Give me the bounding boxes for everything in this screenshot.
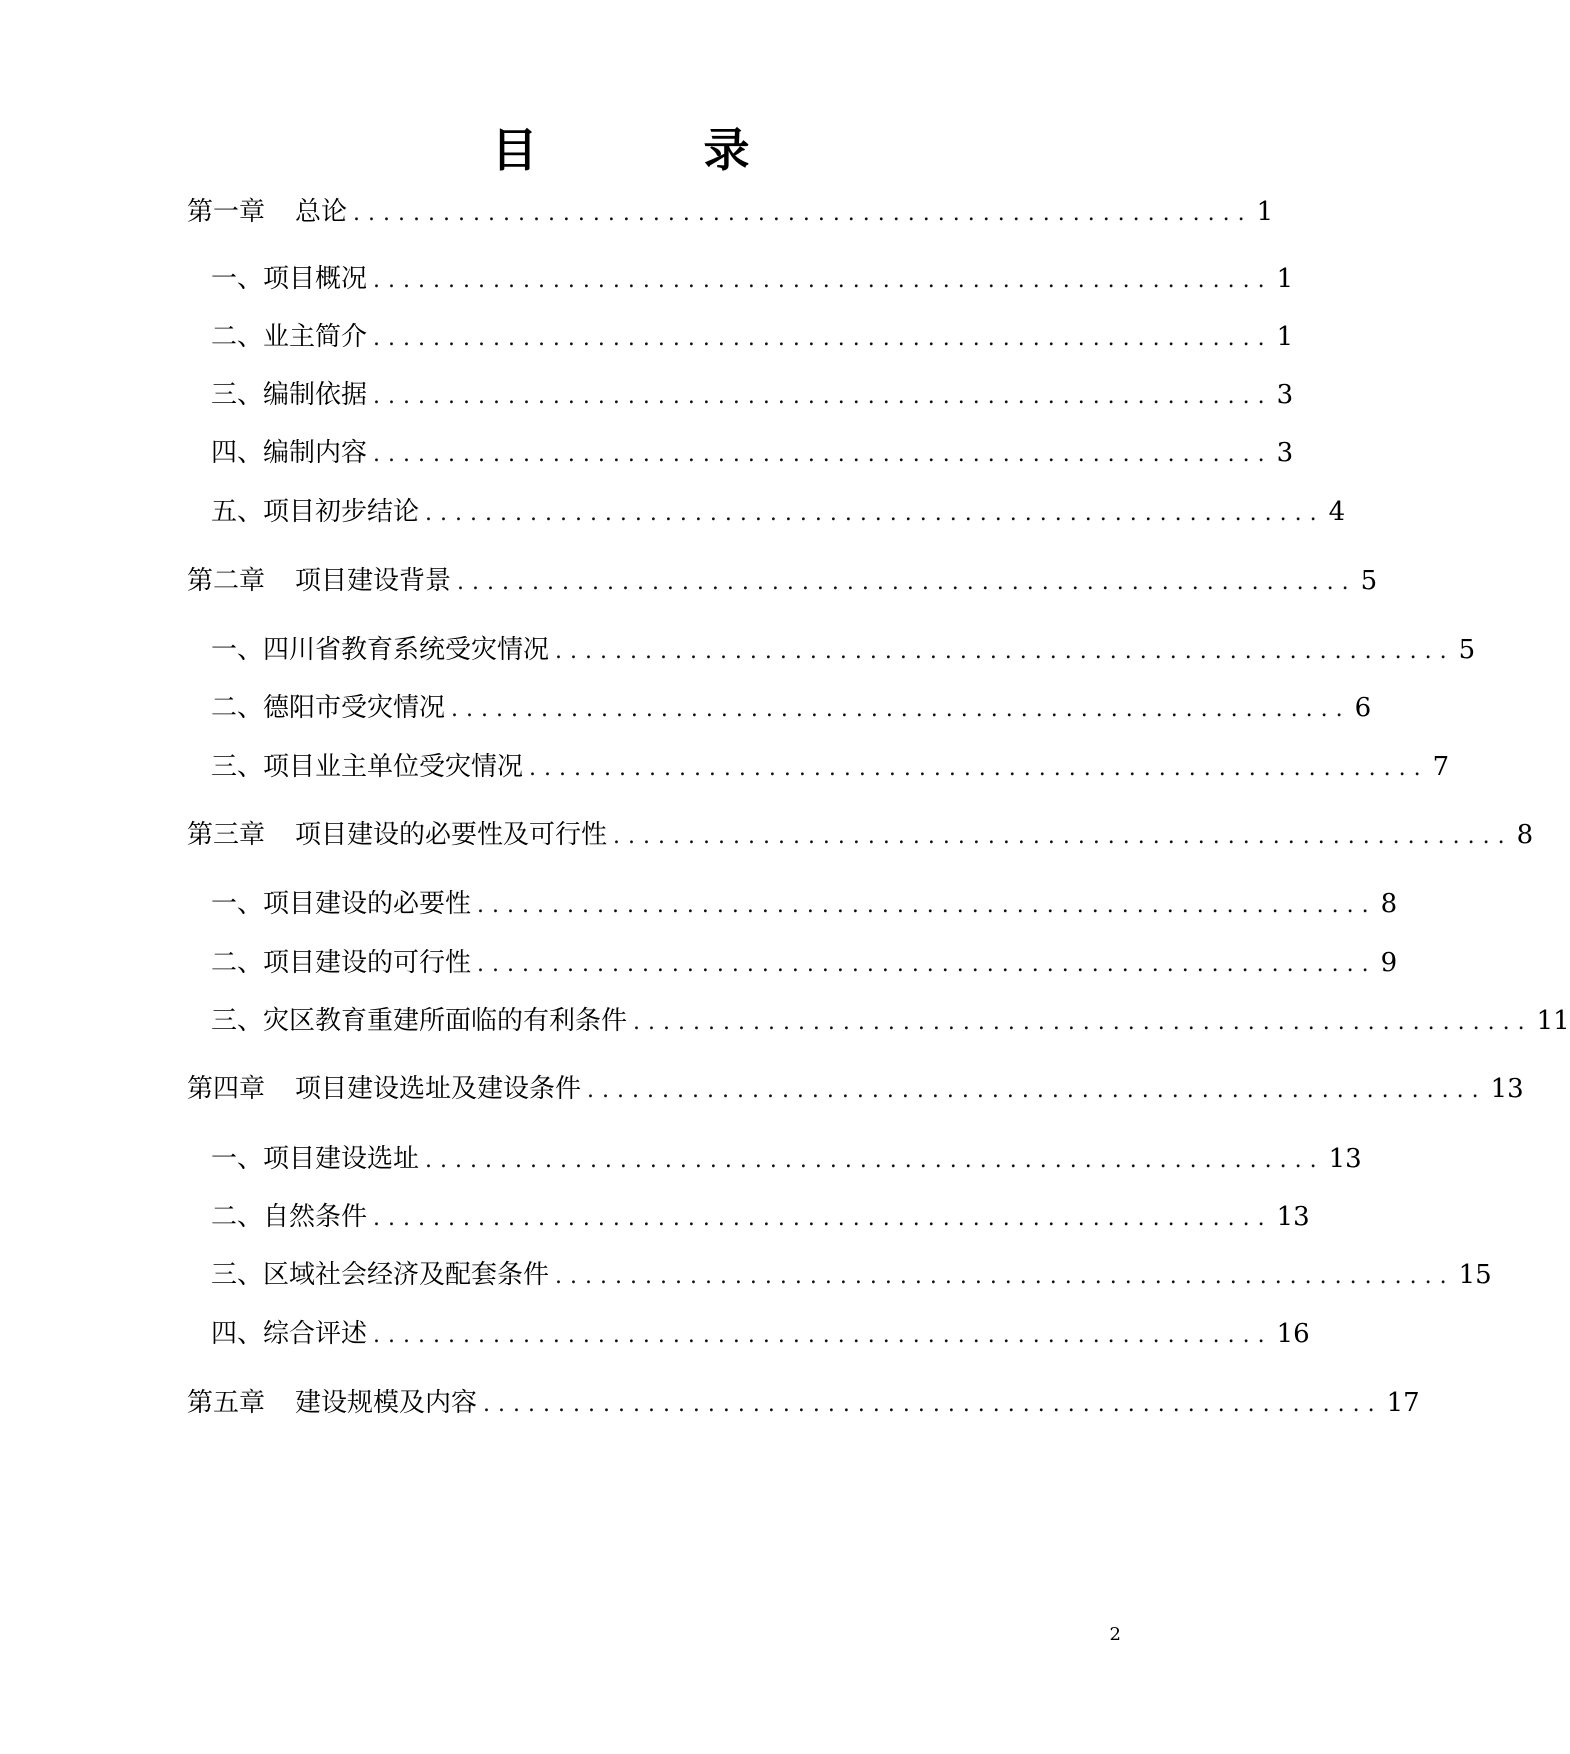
toc-page-number: 13 xyxy=(1276,1202,1310,1232)
toc-section[interactable] xyxy=(211,632,1476,670)
toc-section[interactable] xyxy=(211,886,1398,924)
toc-section[interactable] xyxy=(211,1199,1310,1237)
toc-entry-title: 二、德阳市受灾情况 xyxy=(211,693,446,723)
toc-page-number: 13 xyxy=(1490,1074,1524,1104)
toc-entry-title: 项目建设的必要性及可行性 xyxy=(295,820,608,850)
toc-section[interactable] xyxy=(211,1316,1310,1354)
toc-page-number: 8 xyxy=(1516,820,1534,850)
toc-entry-title: 三、区域社会经济及配套条件 xyxy=(211,1260,550,1290)
toc-page-number: 3 xyxy=(1276,380,1294,410)
toc-section[interactable] xyxy=(211,1257,1492,1295)
toc-section[interactable] xyxy=(211,690,1372,728)
toc-entry-title: 一、项目建设选址 xyxy=(211,1144,420,1174)
toc-page-number: 8 xyxy=(1380,889,1398,919)
toc-leader-dots: ............................................................ xyxy=(587,1078,1487,1103)
toc-entry-title: 四、综合评述 xyxy=(211,1319,368,1349)
toc-entry-title: 一、项目建设的必要性 xyxy=(211,889,472,919)
toc-leader-dots: ............................................................ xyxy=(483,1392,1383,1417)
toc-chapter-2[interactable] xyxy=(187,563,1378,601)
toc-leader-dots: ............................................................ xyxy=(373,326,1273,351)
toc-page-number: 9 xyxy=(1380,948,1398,978)
toc-leader-dots: ............................................................ xyxy=(633,1010,1533,1035)
toc-leader-dots: ............................................................ xyxy=(613,824,1513,849)
toc-chapter-1[interactable] xyxy=(187,194,1274,232)
toc-leader-dots: ............................................................ xyxy=(425,1148,1325,1173)
toc-entry-title: 二、项目建设的可行性 xyxy=(211,948,472,978)
toc-page-number: 17 xyxy=(1386,1388,1420,1418)
toc-leader-dots: ............................................................ xyxy=(555,639,1455,664)
toc-leader-dots: ............................................................ xyxy=(529,756,1429,781)
toc-page-number: 5 xyxy=(1458,635,1476,665)
toc-page-number: 5 xyxy=(1360,566,1378,596)
toc-section[interactable] xyxy=(211,1141,1362,1179)
toc-entry-title: 建设规模及内容 xyxy=(295,1388,478,1418)
toc-page-number: 7 xyxy=(1432,752,1450,782)
toc-page-number: 11 xyxy=(1536,1006,1570,1036)
toc-entry-title: 二、自然条件 xyxy=(211,1202,368,1232)
toc-page-number: 13 xyxy=(1328,1144,1362,1174)
toc-leader-dots: ............................................................ xyxy=(457,570,1357,595)
toc-chapter-number: 第一章 xyxy=(187,197,266,227)
toc-page-number: 1 xyxy=(1256,197,1274,227)
toc-entry-title: 四、编制内容 xyxy=(211,438,368,468)
toc-chapter-5[interactable] xyxy=(187,1385,1420,1423)
toc-chapter-4[interactable] xyxy=(187,1071,1524,1109)
toc-entry-title: 项目建设选址及建设条件 xyxy=(295,1074,582,1104)
toc-leader-dots: ............................................................ xyxy=(373,442,1273,467)
toc-entry-title: 三、灾区教育重建所面临的有利条件 xyxy=(211,1006,628,1036)
toc-entry-title: 五、项目初步结论 xyxy=(211,497,420,527)
toc-section[interactable] xyxy=(211,377,1294,415)
toc-page-number: 4 xyxy=(1328,497,1346,527)
toc-page-number: 16 xyxy=(1276,1319,1310,1349)
toc-entry-title: 三、编制依据 xyxy=(211,380,368,410)
toc-page-number: 1 xyxy=(1276,322,1294,352)
toc-entry-title: 项目建设背景 xyxy=(295,566,452,596)
toc-leader-dots: ............................................................ xyxy=(425,501,1325,526)
toc-leader-dots: ............................................................ xyxy=(477,952,1377,977)
toc-leader-dots: ............................................................ xyxy=(353,201,1253,226)
toc-entry-title: 总论 xyxy=(295,197,348,227)
toc-section[interactable] xyxy=(211,494,1346,532)
toc-section[interactable] xyxy=(211,319,1294,357)
toc-entry-title: 一、项目概况 xyxy=(211,264,368,294)
toc-page-number: 1 xyxy=(1276,264,1294,294)
footer-page-number: 2 xyxy=(1109,1624,1121,1645)
toc-chapter-number: 第三章 xyxy=(187,820,266,850)
toc-page-number: 6 xyxy=(1354,693,1372,723)
toc-chapter-number: 第四章 xyxy=(187,1074,266,1104)
toc-section[interactable] xyxy=(211,1003,1570,1041)
toc-entry-title: 二、业主简介 xyxy=(211,322,368,352)
toc-chapter-3[interactable] xyxy=(187,817,1534,855)
toc-leader-dots: ............................................................ xyxy=(555,1264,1455,1289)
toc-chapter-number: 第二章 xyxy=(187,566,266,596)
toc-entry-title: 一、四川省教育系统受灾情况 xyxy=(211,635,550,665)
toc-entry-title: 三、项目业主单位受灾情况 xyxy=(211,752,524,782)
toc-leader-dots: ............................................................ xyxy=(373,1206,1273,1231)
toc-leader-dots: ............................................................ xyxy=(451,697,1351,722)
toc-section[interactable] xyxy=(211,749,1450,787)
toc-page-number: 3 xyxy=(1276,438,1294,468)
page-title: 目 录 xyxy=(491,123,810,177)
toc-section[interactable] xyxy=(211,435,1294,473)
toc-page-number: 15 xyxy=(1458,1260,1492,1290)
toc-leader-dots: ............................................................ xyxy=(373,384,1273,409)
toc-leader-dots: ............................................................ xyxy=(373,1323,1273,1348)
toc-leader-dots: ............................................................ xyxy=(477,893,1377,918)
toc-leader-dots: ............................................................ xyxy=(373,268,1273,293)
toc-section[interactable] xyxy=(211,945,1398,983)
toc-chapter-number: 第五章 xyxy=(187,1388,266,1418)
toc-section[interactable] xyxy=(211,261,1294,299)
